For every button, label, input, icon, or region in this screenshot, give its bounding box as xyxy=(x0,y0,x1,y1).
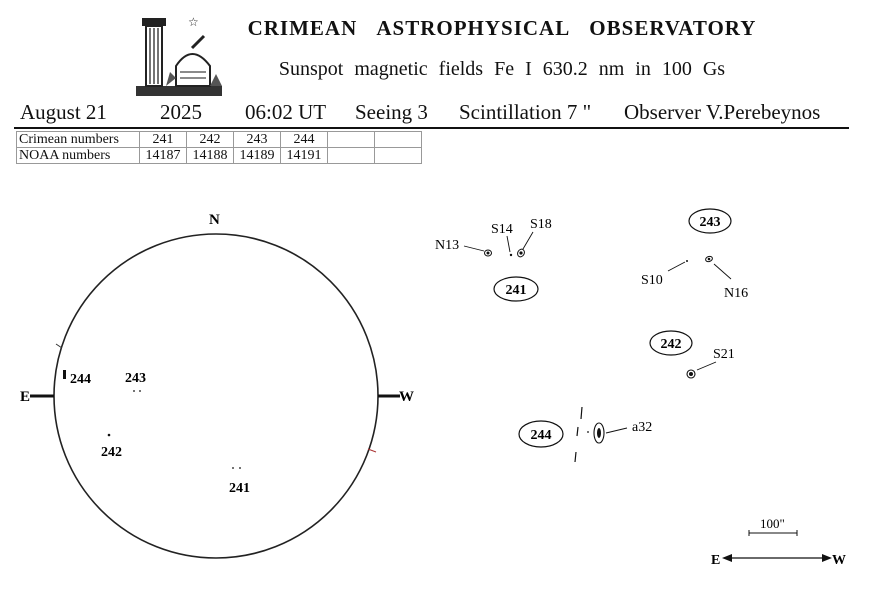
region-241-spot xyxy=(232,467,234,469)
region-242-detail-label: 242 xyxy=(660,337,682,352)
leader-line xyxy=(606,428,627,433)
leader-line xyxy=(464,246,484,251)
spot-s10 xyxy=(686,260,688,262)
region-244-label: 244 xyxy=(70,372,91,387)
arrow-west-label: W xyxy=(832,553,846,568)
crimean-number-cell: 241 xyxy=(140,132,187,148)
region-244-spot xyxy=(63,370,66,379)
solar-disk xyxy=(54,234,378,558)
noaa-number-cell: 14188 xyxy=(187,148,234,164)
spot-s14 xyxy=(510,254,512,256)
north-label: N xyxy=(209,212,220,228)
spot-n16-label: N16 xyxy=(724,286,749,301)
svg-text:☆: ☆ xyxy=(188,15,199,29)
crimean-number-cell: 243 xyxy=(234,132,281,148)
scintillation-label: Scintillation 7 " xyxy=(459,100,592,124)
arrow-right-head xyxy=(822,554,832,562)
subtitle: Sunspot magnetic fields Fe I 630.2 nm in 100 Gs xyxy=(278,58,726,80)
region-241-label: 241 xyxy=(229,481,250,496)
region-243-spot xyxy=(133,390,135,392)
region-243-spot xyxy=(139,390,141,392)
spot-s21 xyxy=(689,372,693,376)
leader-line xyxy=(668,262,685,271)
spot-n13-label: N13 xyxy=(435,238,460,253)
date-label: August 21 xyxy=(20,100,107,124)
leader-line xyxy=(523,232,533,249)
region-241-detail-label: 241 xyxy=(505,283,527,298)
spot-a32 xyxy=(597,428,601,438)
seeing-label: Seeing 3 xyxy=(355,100,428,124)
leader-line xyxy=(507,236,510,252)
region-242-label: 242 xyxy=(101,445,122,460)
noaa-number-cell: 14187 xyxy=(140,148,187,164)
crimean-number-cell: 242 xyxy=(187,132,234,148)
region-243-detail-label: 243 xyxy=(699,215,721,230)
spot-s18-label: S18 xyxy=(530,217,552,232)
noaa-number-cell: 14189 xyxy=(234,148,281,164)
observatory-title: CRIMEAN ASTROPHYSICAL OBSERVATORY xyxy=(247,16,757,40)
spot-s21-label: S21 xyxy=(713,347,735,362)
arrow-east-label: E xyxy=(711,553,721,568)
noaa-number-cell: 14191 xyxy=(281,148,328,164)
observer-label: Observer V.Perebeynos xyxy=(624,100,821,124)
spot-n16 xyxy=(708,258,711,261)
spot-n13 xyxy=(487,252,490,255)
crimean-number-cell: 244 xyxy=(281,132,328,148)
field-dash xyxy=(577,427,578,436)
east-label: E xyxy=(20,389,31,405)
leader-line xyxy=(697,362,716,370)
field-dash xyxy=(581,407,582,419)
year-label: 2025 xyxy=(160,100,202,124)
time-label: 06:02 UT xyxy=(245,100,327,124)
spot-s14-label: S14 xyxy=(491,222,513,237)
leader-line xyxy=(714,264,731,279)
spot-s10-label: S10 xyxy=(641,273,663,288)
field-dash xyxy=(575,452,576,462)
spot-s18 xyxy=(519,251,522,254)
region-243-label: 243 xyxy=(125,371,146,386)
crimean-numbers-label: Crimean numbers xyxy=(17,132,140,148)
spot-a32-label: a32 xyxy=(632,420,653,435)
arrow-left-head xyxy=(722,554,732,562)
noaa-numbers-label: NOAA numbers xyxy=(17,148,140,164)
pore-dot xyxy=(587,431,589,433)
region-242-spot xyxy=(108,434,111,437)
scale-label: 100" xyxy=(760,516,785,531)
region-241-spot xyxy=(239,467,241,469)
west-label: W xyxy=(399,389,414,405)
region-244-detail-label: 244 xyxy=(530,428,552,443)
